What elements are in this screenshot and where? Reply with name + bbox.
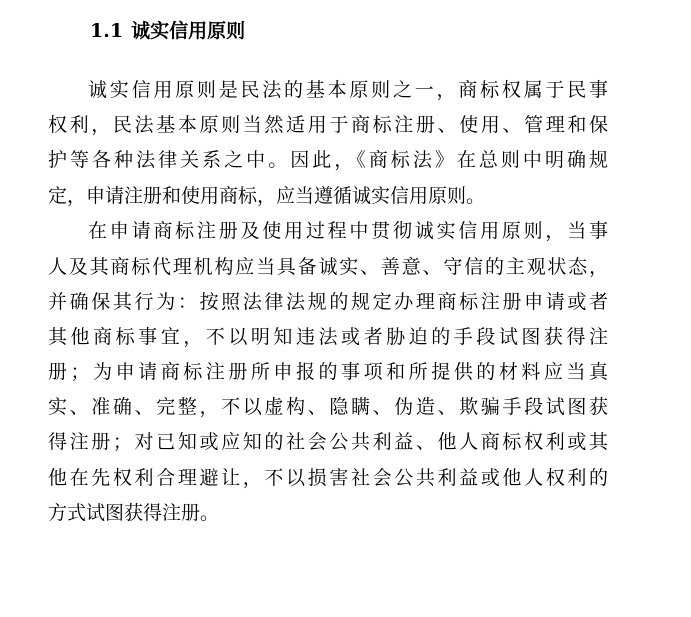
section-heading: [90, 16, 245, 46]
paragraph-line: 定，申请注册和使用商标，应当遵循诚实信用原则。: [48, 184, 486, 207]
paragraph-line: 他在先权利合理避让，不以损害社会公共利益或他人权利的: [48, 466, 608, 489]
paragraph-line: 方式试图获得注册。: [48, 501, 220, 524]
paragraph-line: 诚实信用原则是民法的基本原则之一，商标权属于民事: [88, 79, 608, 101]
paragraph-line: 人及其商标代理机构应当具备诚实、善意、守信的主观状态，: [48, 255, 608, 278]
paragraph-line: 其他商标事宜，不以明知违法或者胁迫的手段试图获得注: [48, 325, 608, 348]
section-title: 诚实信用原则: [131, 20, 246, 42]
paragraph-line: 权利，民法基本原则当然适用于商标注册、使用、管理和保: [48, 114, 608, 137]
paragraph-line: 护等各种法律关系之中。因此，《商标法》在总则中明确规: [48, 149, 608, 172]
section-number: 1.1: [90, 20, 124, 42]
paragraph-line: 在申请商标注册及使用过程中贯彻诚实信用原则，当事: [88, 220, 608, 243]
paragraph-2: [48, 214, 608, 531]
section-body: [48, 73, 608, 531]
paragraph-line: 实、准确、完整，不以虚构、隐瞒、伪造、欺骗手段试图获: [48, 396, 608, 419]
paragraph-line: 册；为申请商标注册所申报的事项和所提供的材料应当真: [48, 361, 608, 384]
paragraph-1: [48, 73, 608, 214]
paragraph-line: 得注册；对已知或应知的社会公共利益、他人商标权利或其: [48, 431, 608, 454]
paragraph-line: 并确保其行为：按照法律法规的规定办理商标注册申请或者: [48, 290, 608, 313]
